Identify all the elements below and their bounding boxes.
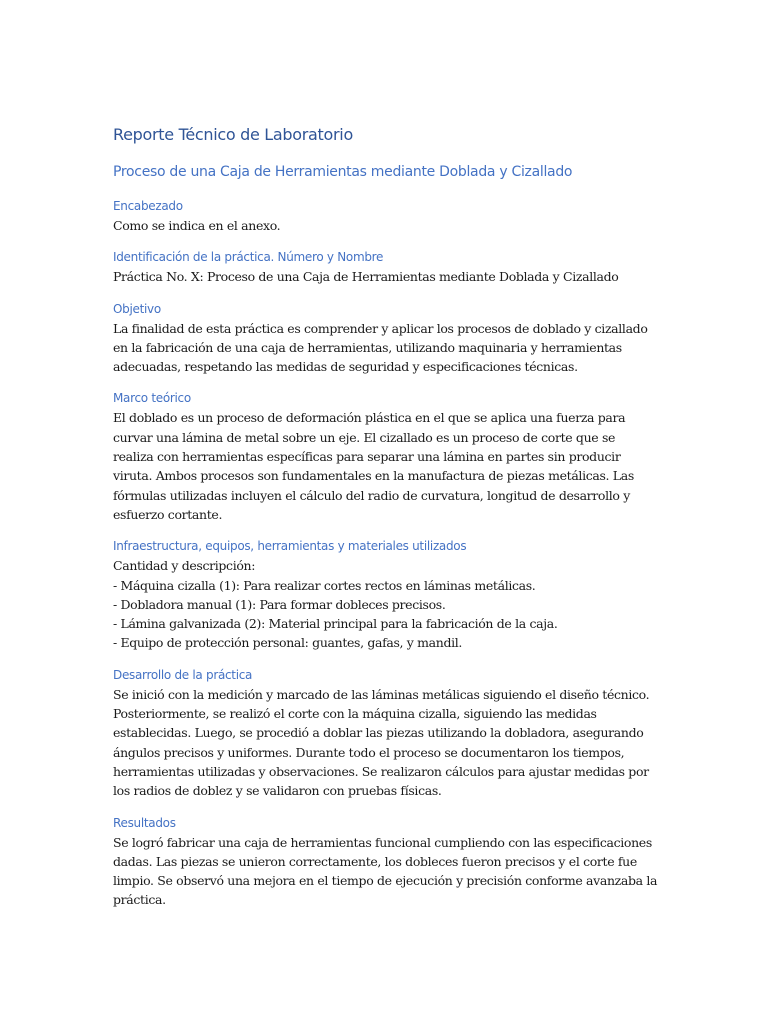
section-heading-encabezado: Encabezado [113, 199, 183, 213]
document-page [113, 124, 658, 910]
section-body-marco-teorico: El doblado es un proceso de deformación plástica en el que se aplica una fuerza para curvar una lámina de metal sobre un eje. El cizallado es un proceso de corte que se realiza con herramientas específicas para separar una lámina en partes sin producir viruta. Ambos procesos son fundamentales en la manufactura de piezas metálicas. Las fórmulas utilizadas incluyen el cálculo del radio de curvatura, longitud de desarrollo y esfuerzo cortante. [113, 410, 634, 522]
section-heading-objetivo: Objetivo [113, 301, 161, 316]
section-objetivo [113, 301, 658, 377]
document-subtitle: Proceso de una Caja de Herramientas mediante Doblada y Cizallado [113, 164, 573, 180]
section-heading-identificacion: Identificación de la práctica. Número y Nombre [113, 250, 384, 265]
section-heading-desarrollo: Desarrollo de la práctica [113, 667, 253, 682]
section-body-resultados: Se logró fabricar una caja de herramientas funcional cumpliendo con las especificaciones dadas. Las piezas se unieron correctamente, los dobleces fueron precisos y el corte fue limpio. Se observó una mejora en el tiempo de ejecución y precisión conforme avanzaba la práctica. [113, 834, 658, 908]
section-body-identificacion: Práctica No. X: Proceso de una Caja de Herramientas mediante Doblada y Cizallado [113, 269, 619, 285]
section-marco-teorico [113, 390, 658, 524]
list-item: - Equipo de protección personal: guantes, gafas, y mandil. [113, 635, 463, 651]
infraestructura-intro: Cantidad y descripción: [113, 558, 256, 574]
section-infraestructura [113, 538, 658, 652]
list-item: - Lámina galvanizada (2): Material principal para la fabricación de la caja. [113, 616, 558, 632]
section-body-desarrollo: Se inició con la medición y marcado de las láminas metálicas siguiendo el diseño técnico. Posteriormente, se realizó el corte con la máquina cizalla, siguiendo las medidas establecidas. Luego, se procedió a doblar las piezas utilizando la dobladora, asegurando ángulos precisos y uniformes. Durante todo el proceso se documentaron los tiempos, herramientas utilizadas y observaciones. Se realizaron cálculos para ajustar medidas por los radios de doblez y se validaron con pruebas físicas. [113, 686, 650, 799]
section-heading-marco-teorico: Marco teórico [113, 391, 191, 406]
document-title: Reporte Técnico de Laboratorio [113, 125, 353, 144]
list-item: - Dobladora manual (1): Para formar dobleces precisos. [113, 596, 446, 612]
section-heading-infraestructura: Infraestructura, equipos, herramientas y materiales utilizados [113, 539, 467, 554]
section-body-objetivo: La finalidad de esta práctica es comprender y aplicar los procesos de doblado y cizallado en la fabricación de una caja de herramientas, utilizando maquinaria y herramientas adecuadas, respetando las medidas de seguridad y especificaciones técnicas. [113, 320, 648, 375]
section-desarrollo [113, 667, 658, 801]
section-encabezado [113, 198, 658, 235]
section-identificacion [113, 249, 658, 286]
list-item: - Máquina cizalla (1): Para realizar cortes rectos en láminas metálicas. [113, 577, 536, 593]
section-body-encabezado: Como se indica en el anexo. [113, 218, 281, 233]
section-resultados [113, 815, 658, 910]
section-heading-resultados: Resultados [113, 815, 176, 830]
